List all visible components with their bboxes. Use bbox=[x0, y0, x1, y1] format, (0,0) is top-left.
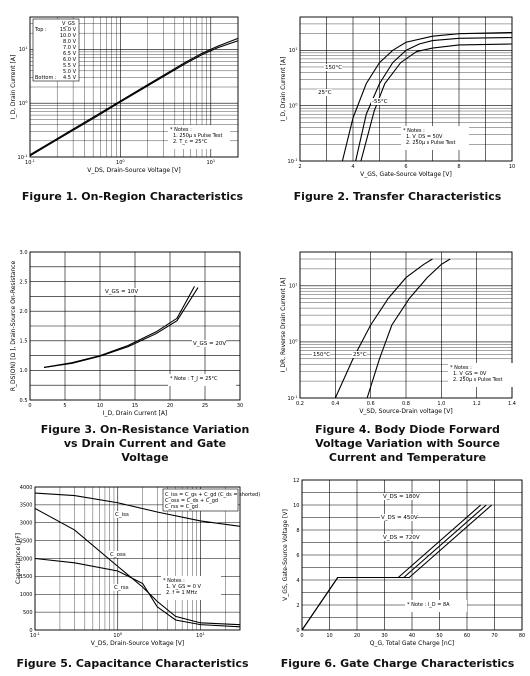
x-tick-label: 4 bbox=[351, 164, 355, 170]
note-line: 2. T_c = 25°C bbox=[173, 139, 208, 145]
notes-block bbox=[161, 576, 221, 600]
y-tick-label: 6 bbox=[296, 552, 300, 559]
chart-4 bbox=[280, 252, 516, 415]
y-tick-label: 12 bbox=[293, 477, 300, 484]
series-label-2: 25°C bbox=[318, 90, 332, 96]
x-tick-label: 0 bbox=[28, 403, 32, 409]
legend-entry: 6.0 V bbox=[63, 57, 76, 63]
y-tick-label: 1500 bbox=[19, 574, 33, 581]
series-line-3 bbox=[35, 508, 240, 624]
x-axis-label: V_GS, Gate-Source Voltage [V] bbox=[360, 171, 452, 178]
x-tick-label: $10^{-1}$ bbox=[25, 159, 35, 166]
x-tick-label: 20 bbox=[353, 633, 361, 639]
x-tick-label: 70 bbox=[491, 633, 498, 639]
x-tick-label: 5 bbox=[63, 403, 67, 409]
notes-block bbox=[405, 600, 467, 612]
y-tick-label: 10 bbox=[293, 502, 300, 509]
series-line-1 bbox=[44, 286, 195, 367]
series-label-2: V_GS = 20V bbox=[193, 341, 227, 347]
x-tick-label: 0.8 bbox=[402, 401, 410, 407]
fig5-caption: Figure 5. Capacitance Characteristics bbox=[16, 657, 249, 670]
y-axis-label: V_GS, Gate-Source Voltage [V] bbox=[282, 509, 289, 601]
note-line: * Note : I_D = 8A bbox=[407, 602, 450, 608]
chart-1 bbox=[10, 17, 238, 174]
x-tick-label: 8 bbox=[457, 164, 461, 170]
note-line: 1. 250μ s Pulse Test bbox=[173, 133, 223, 139]
note-line: 2. 250μ s Pulse Test bbox=[406, 140, 456, 146]
x-axis-label: V_DS, Drain-Source Voltage [V] bbox=[90, 640, 185, 647]
y-tick-label: 2000 bbox=[19, 556, 33, 563]
y-axis-label: I_D, Drain Current [A] bbox=[280, 56, 287, 122]
notes-block bbox=[168, 125, 230, 149]
y-tick-label: 3500 bbox=[19, 502, 33, 509]
y-tick-label: 2500 bbox=[19, 538, 33, 545]
legend-entry: 6.5 V bbox=[63, 51, 76, 57]
y-tick-label: $10^1$ bbox=[288, 47, 298, 55]
y-axis-label: Capacitance [pF] bbox=[15, 533, 22, 584]
x-tick-label: $10^1$ bbox=[196, 632, 205, 639]
y-tick-label: 1000 bbox=[19, 592, 33, 599]
x-tick-label: 0.4 bbox=[331, 401, 340, 407]
chart-3 bbox=[10, 250, 243, 417]
x-tick-label: 0.6 bbox=[366, 401, 375, 407]
x-tick-label: 40 bbox=[408, 633, 416, 639]
legend-entry-label: Top : bbox=[35, 27, 47, 33]
chart-5 bbox=[15, 485, 260, 647]
series-label-1: C_iss bbox=[115, 512, 129, 518]
legend-entry: C_oss = C_ds + C_gd bbox=[165, 498, 219, 504]
y-tick-label: 0 bbox=[29, 627, 33, 634]
y-tick-label: 4 bbox=[296, 577, 300, 584]
legend-entry: 15.0 V bbox=[59, 27, 76, 33]
y-tick-label: 2.5 bbox=[19, 279, 28, 286]
series-label-3: C_rss bbox=[114, 585, 129, 591]
note-line: * Note : T_J = 25°C bbox=[170, 376, 218, 382]
x-axis-label: I_D, Drain Current [A] bbox=[102, 410, 168, 417]
fig4-caption: Figure 4. Body Diode Forward Voltage Variation with Source Current and Temperature bbox=[315, 423, 500, 464]
legend-entry: 8.0 V bbox=[63, 39, 76, 45]
x-tick-label: 1.0 bbox=[437, 401, 446, 407]
series-label-1: V_GS = 10V bbox=[105, 289, 139, 295]
x-tick-label: 2 bbox=[298, 164, 302, 170]
y-tick-label: $10^0$ bbox=[288, 338, 298, 346]
series-label-2: C_oss bbox=[110, 552, 126, 558]
y-tick-label: $10^0$ bbox=[288, 102, 298, 110]
note-line: 1. V_GS = 0V bbox=[453, 371, 487, 377]
x-axis-label: V_SD, Source-Drain voltage [V] bbox=[359, 408, 453, 415]
chart-6 bbox=[282, 478, 525, 647]
y-axis-label: I_D, Drain Current [A] bbox=[10, 54, 17, 120]
x-axis-label: Q_G, Total Gate Charge [nC] bbox=[369, 640, 455, 647]
x-tick-label: 6 bbox=[404, 164, 408, 170]
x-tick-label: 1.4 bbox=[508, 401, 516, 407]
note-line: 1. V_DS = 50V bbox=[406, 134, 443, 140]
y-tick-label: $10^{-1}$ bbox=[17, 153, 28, 161]
x-tick-label: 60 bbox=[463, 633, 471, 639]
y-tick-label: 0.5 bbox=[19, 397, 28, 404]
y-tick-label: 2.0 bbox=[19, 309, 28, 315]
x-tick-label: 30 bbox=[236, 403, 244, 409]
legend-entry: 10.0 V bbox=[59, 33, 76, 39]
fig1-caption: Figure 1. On-Region Characteristics bbox=[21, 190, 244, 203]
x-tick-label: 50 bbox=[436, 633, 443, 639]
note-line: * Notes : bbox=[170, 127, 192, 133]
y-axis-label: I_DR, Reverse Drain Current [A] bbox=[280, 277, 287, 373]
y-tick-label: $10^1$ bbox=[18, 46, 28, 54]
fig2-caption: Figure 2. Transfer Characteristics bbox=[293, 190, 502, 203]
y-tick-label: $10^0$ bbox=[18, 99, 28, 107]
legend-entry: C_iss = C_gs + C_gd (C_ds = shorted) bbox=[165, 492, 261, 498]
x-tick-label: $10^0$ bbox=[116, 159, 125, 166]
y-tick-label: $10^1$ bbox=[288, 282, 298, 290]
x-tick-label: 10 bbox=[96, 403, 104, 409]
x-axis-label: V_DS, Drain-Source Voltage [V] bbox=[87, 167, 181, 174]
legend-entry: C_rss = C_gd bbox=[165, 504, 198, 510]
x-tick-label: 20 bbox=[166, 403, 174, 409]
legend-entry: 5.5 V bbox=[63, 63, 76, 69]
series-line-2 bbox=[367, 259, 450, 398]
legend-header: V_GS bbox=[62, 21, 75, 27]
chart-2 bbox=[280, 17, 515, 178]
notes-block bbox=[448, 363, 514, 387]
legend bbox=[163, 489, 260, 511]
note-line: * Notes : bbox=[403, 128, 425, 134]
y-axis-label: R_DS(ON) [Ω ], Drain-Source On-Resistance bbox=[10, 260, 17, 392]
y-tick-label: $10^{-1}$ bbox=[287, 157, 298, 165]
legend-entry: 7.0 V bbox=[63, 45, 76, 51]
fig6-caption: Figure 6. Gate Charge Characteristics bbox=[280, 657, 515, 670]
legend-entry: 5.0 V bbox=[63, 69, 76, 75]
legend-entry-label: Bottom : bbox=[35, 75, 57, 81]
notes-block bbox=[168, 374, 236, 386]
note-line: 2. f = 1 MHz bbox=[166, 590, 197, 596]
x-tick-label: $10^1$ bbox=[206, 159, 216, 166]
y-tick-label: 1.5 bbox=[19, 338, 28, 345]
x-tick-label: 1.2 bbox=[472, 401, 481, 407]
x-tick-label: 30 bbox=[381, 633, 388, 639]
series-label-1: 150°C bbox=[325, 65, 343, 71]
y-tick-label: 3000 bbox=[19, 520, 33, 527]
x-tick-label: 25 bbox=[201, 403, 209, 409]
series-label-3: V_DS = 720V bbox=[383, 535, 420, 541]
y-tick-label: 500 bbox=[22, 609, 33, 616]
x-tick-label: 0 bbox=[300, 633, 304, 639]
series-label-1: 150°C bbox=[313, 352, 331, 358]
y-tick-label: $10^{-1}$ bbox=[287, 394, 298, 402]
note-line: * Notes : bbox=[163, 578, 185, 584]
x-tick-label: $10^0$ bbox=[113, 632, 123, 639]
notes-block bbox=[401, 126, 469, 150]
series-label-3: -55°C bbox=[372, 99, 388, 105]
legend-entry: 4.5 V bbox=[63, 75, 76, 81]
x-tick-label: 80 bbox=[518, 633, 526, 639]
y-tick-label: 4000 bbox=[19, 484, 33, 491]
y-tick-label: 8 bbox=[296, 527, 300, 534]
series-line-1 bbox=[335, 259, 432, 398]
fig3-caption: Figure 3. On-Resistance Variation vs Drain Current and Gate Voltage bbox=[40, 423, 250, 464]
series-label-2: 25°C bbox=[353, 352, 367, 358]
series-label-1: V_DS = 180V bbox=[383, 494, 420, 500]
x-tick-label: $10^{-1}$ bbox=[30, 632, 40, 639]
x-tick-label: 15 bbox=[131, 403, 139, 409]
x-tick-label: 10 bbox=[508, 164, 516, 170]
y-tick-label: 1.0 bbox=[19, 368, 28, 375]
x-tick-label: 0.2 bbox=[296, 401, 304, 407]
note-line: 2. 250μ s Pulse Test bbox=[453, 377, 503, 383]
y-tick-label: 2 bbox=[296, 602, 300, 609]
x-tick-label: 10 bbox=[326, 633, 333, 639]
series-label-2: V_DS = 450V bbox=[381, 515, 418, 521]
legend bbox=[33, 19, 79, 81]
note-line: 1. V_GS = 0 V bbox=[166, 584, 201, 590]
y-tick-label: 3.0 bbox=[19, 249, 28, 256]
note-line: * Notes : bbox=[450, 365, 472, 371]
y-tick-label: 0 bbox=[296, 627, 300, 634]
